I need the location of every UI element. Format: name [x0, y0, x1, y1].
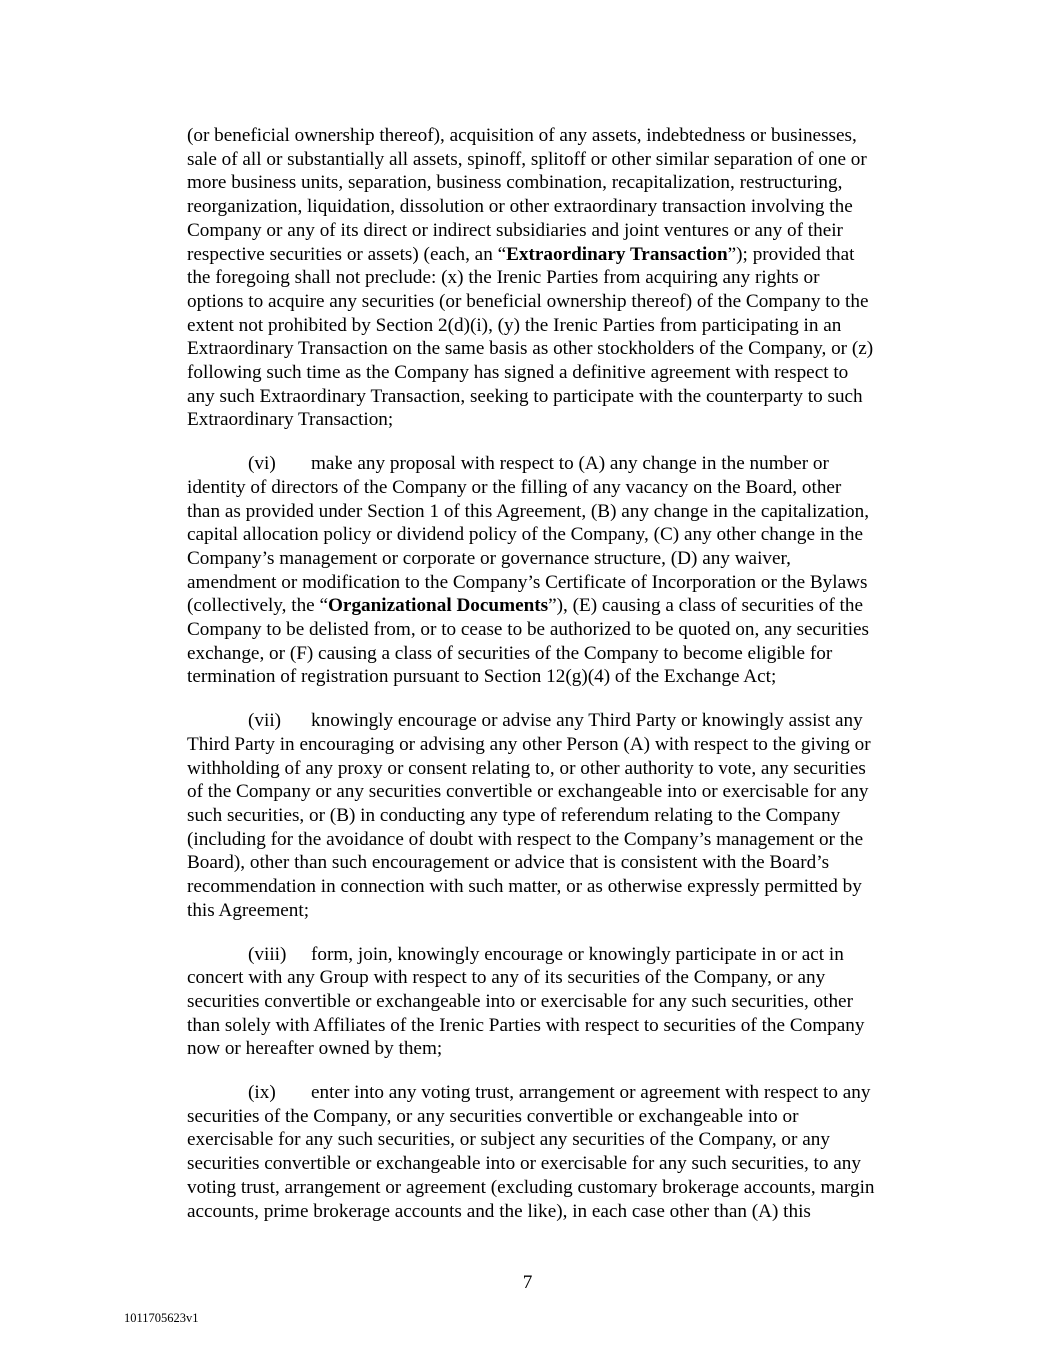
- line-text: Company or any of its direct or indirect subsidiaries and joint ventures or any of their: [187, 219, 843, 241]
- line-text: options to acquire any securities (or beneficial ownership thereof) of the Company to the: [187, 290, 869, 312]
- line-text: ”); provided that: [727, 243, 855, 265]
- line-text: (including for the avoidance of doubt with respect to the Company’s management or the: [187, 828, 864, 850]
- line-text: exchange, or (F) causing a class of securities of the Company to become eligible for: [187, 642, 833, 664]
- body-text: [187, 124, 932, 1243]
- text-line: [187, 243, 932, 267]
- line-text: capital allocation policy or dividend policy of the Company, (C) any other change in the: [187, 524, 863, 546]
- clause-vi: [187, 452, 932, 689]
- line-text: Third Party in encouraging or advising any other Person (A) with respect to the giving or: [187, 733, 871, 755]
- line-text: more business units, separation, business combination, recapitalization, restructuring,: [187, 172, 843, 194]
- line-text: any such Extraordinary Transaction, seeking to participate with the counterparty to such: [187, 385, 863, 407]
- line-text: than solely with Affiliates of the Irenic Parties with respect to securities of the Company: [187, 1014, 865, 1036]
- defined-term: Organizational Documents: [328, 595, 549, 617]
- text-line: [187, 1037, 932, 1061]
- line-text: following such time as the Company has signed a definitive agreement with respect to: [187, 362, 849, 384]
- text-line: [187, 875, 932, 899]
- line-text: Extraordinary Transaction on the same basis as other stockholders of the Company, or (z): [187, 338, 874, 360]
- line-text: make any proposal with respect to (A) any change in the number or: [311, 453, 829, 475]
- text-line: [187, 571, 932, 595]
- clause-vii: [187, 709, 932, 922]
- text-line: [187, 195, 932, 219]
- text-line: [187, 361, 932, 385]
- text-line: [187, 733, 932, 757]
- document-id: 1011705623v1: [124, 1311, 199, 1325]
- line-text: (or beneficial ownership thereof), acquisition of any assets, indebtedness or businesses,: [187, 125, 857, 146]
- text-line: [187, 1128, 932, 1152]
- clause-numeral: (viii): [248, 943, 287, 965]
- line-text: exercisable for any such securities, or subject any securities of the Company, or any: [187, 1129, 830, 1151]
- line-text: reorganization, liquidation, dissolution or other extraordinary transaction involving the: [187, 196, 853, 218]
- clause-ix: [187, 1081, 932, 1223]
- text-line: [187, 314, 932, 338]
- clause-numeral: (vi): [248, 453, 276, 475]
- line-text: Company to be delisted from, or to cease to be authorized to be quoted on, any securities: [187, 619, 870, 641]
- text-line: [187, 337, 932, 361]
- text-line: [187, 1152, 932, 1176]
- line-text: securities convertible or exchangeable into or exercisable for any such securities, other: [187, 990, 853, 1012]
- line-text: securities of the Company, or any securities convertible or exchangeable into or: [187, 1105, 799, 1127]
- line-text: extent not prohibited by Section 2(d)(i), (y) the Irenic Parties from participating in an: [187, 314, 842, 336]
- line-text: Board), other than such encouragement or advice that is consistent with the Board’s: [187, 852, 830, 874]
- text-line: [187, 642, 932, 666]
- text-line: [187, 1014, 932, 1038]
- text-line: [187, 757, 932, 781]
- text-line: [187, 476, 932, 500]
- line-text: sale of all or substantially all assets, spinoff, splitoff or other similar separation of one or: [187, 148, 867, 170]
- line-text: recommendation in connection with such matter, or as otherwise expressly permitted by: [187, 876, 862, 898]
- text-line: [187, 828, 932, 852]
- line-text: this Agreement;: [187, 899, 310, 921]
- text-line: [187, 171, 932, 195]
- line-text: withholding of any proxy or consent relating to, or other authority to vote, any securities: [187, 757, 866, 779]
- line-text: such securities, or (B) in conducting any type of referendum relating to the Company: [187, 804, 841, 826]
- text-line: [187, 523, 932, 547]
- text-line: [187, 219, 932, 243]
- text-line: [187, 1200, 932, 1224]
- text-line: [187, 148, 932, 172]
- text-line: [187, 266, 932, 290]
- clause-numeral: (vii): [248, 710, 282, 732]
- text-line: [187, 990, 932, 1014]
- line-text: termination of registration pursuant to Section 12(g)(4) of the Exchange Act;: [187, 666, 777, 688]
- line-text: now or hereafter owned by them;: [187, 1038, 443, 1060]
- text-line: [187, 1105, 932, 1129]
- line-text: Company’s management or corporate or governance structure, (D) any waiver,: [187, 547, 791, 569]
- text-line: [187, 804, 932, 828]
- text-line: [187, 943, 932, 967]
- clause-viii: [187, 943, 932, 1062]
- clause-numeral: (ix): [248, 1082, 276, 1104]
- page-number: 7: [522, 1272, 533, 1293]
- line-text: (collectively, the “: [187, 595, 328, 617]
- text-line: [187, 665, 932, 689]
- line-text: accounts, prime brokerage accounts and the like), in each case other than (A) this: [187, 1200, 811, 1222]
- text-line: [187, 408, 932, 432]
- text-line: [187, 452, 932, 476]
- defined-term: Extraordinary Transaction: [506, 243, 728, 265]
- line-text: ”), (E) causing a class of securities of the: [548, 595, 863, 617]
- text-line: [187, 1176, 932, 1200]
- line-text: respective securities or assets) (each, an “: [187, 243, 507, 265]
- line-text: concert with any Group with respect to any of its securities of the Company, or any: [187, 967, 826, 989]
- text-line: [187, 1081, 932, 1105]
- text-line: [187, 124, 932, 148]
- paragraph-continuation: [187, 124, 932, 432]
- text-line: [187, 547, 932, 571]
- line-text: voting trust, arrangement or agreement (excluding customary brokerage accounts, margin: [187, 1176, 875, 1198]
- line-text: knowingly encourage or advise any Third Party or knowingly assist any: [311, 710, 863, 732]
- line-text: enter into any voting trust, arrangement or agreement with respect to any: [311, 1082, 871, 1104]
- line-text: of the Company or any securities convertible or exchangeable into or exercisable for any: [187, 781, 869, 803]
- line-text: identity of directors of the Company or the filling of any vacancy on the Board, other: [187, 476, 842, 498]
- line-text: amendment or modification to the Company’s Certificate of Incorporation or the Bylaws: [187, 571, 868, 593]
- text-line: [187, 780, 932, 804]
- line-text: the foregoing shall not preclude: (x) the Irenic Parties from acquiring any rights or: [187, 267, 820, 289]
- text-line: [187, 618, 932, 642]
- text-line: [187, 290, 932, 314]
- text-line: [187, 500, 932, 524]
- line-text: form, join, knowingly encourage or knowingly participate in or act in: [311, 943, 844, 965]
- text-line: [187, 966, 932, 990]
- text-line: [187, 851, 932, 875]
- line-text: than as provided under Section 1 of this Agreement, (B) any change in the capitalization,: [187, 500, 870, 522]
- line-text: securities convertible or exchangeable into or exercisable for any such securities, to any: [187, 1153, 861, 1175]
- text-line: [187, 709, 932, 733]
- line-text: Extraordinary Transaction;: [187, 409, 394, 431]
- text-line: [187, 594, 932, 618]
- text-line: [187, 385, 932, 409]
- text-line: [187, 899, 932, 923]
